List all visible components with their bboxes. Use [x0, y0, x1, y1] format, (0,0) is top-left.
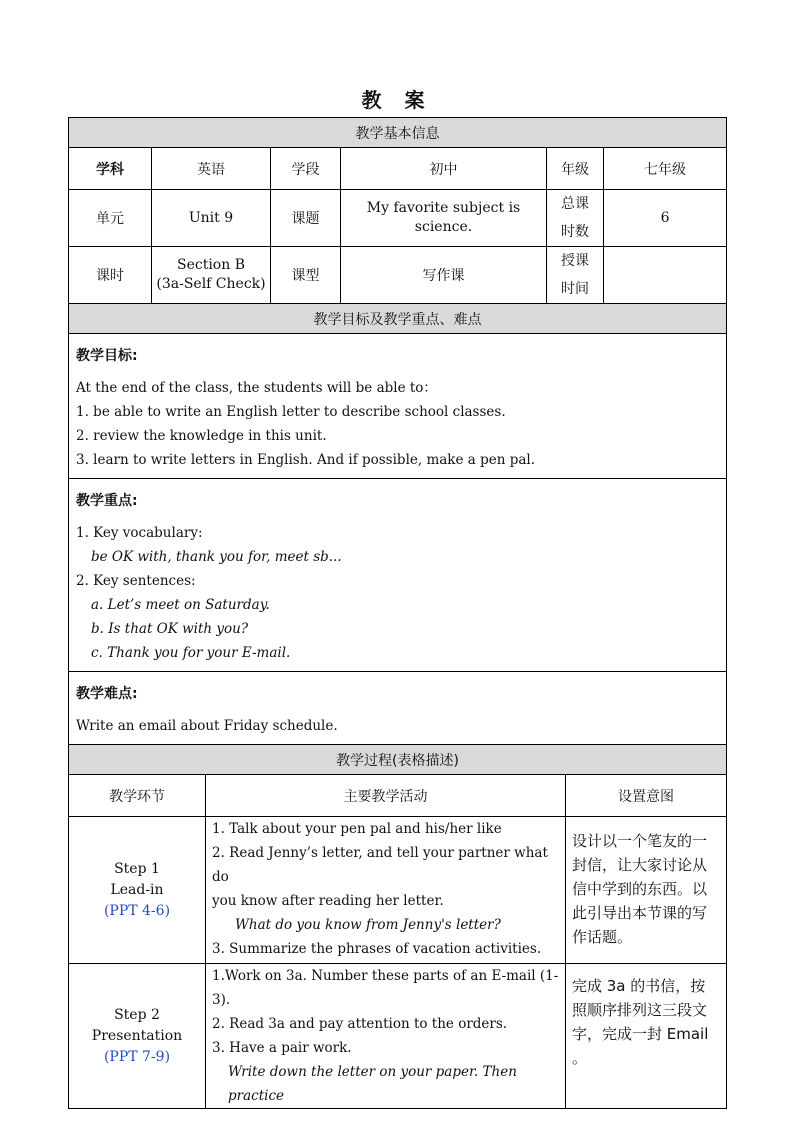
period-value-line1: Section B: [176, 257, 245, 273]
activity-cell: [206, 817, 566, 964]
activity-line: 2. Read Jenny’s letter, and tell your partner what do: [212, 845, 548, 885]
key-sentence: a. Let’s meet on Saturday.: [91, 597, 270, 613]
difficulty-text: Write an email about Friday schedule.: [76, 718, 338, 734]
section-header-process: 教学过程(表格描述): [69, 745, 727, 775]
period-label: 课时: [69, 247, 152, 304]
column-header-step: 教学环节: [69, 775, 206, 817]
page-title: 教 案: [361, 88, 433, 112]
grade-value: 七年级: [604, 148, 727, 190]
total-hours-label: [547, 190, 604, 247]
teaching-time-label: [547, 247, 604, 304]
teaching-time-label-line2: 时间: [561, 281, 589, 297]
process-row: [69, 964, 727, 1109]
period-value-line2: (3a-Self Check): [156, 276, 266, 292]
goals-line: 3. learn to write letters in English. And if possible, make a pen pal.: [76, 452, 536, 468]
activity-line: 1.Work on 3a. Number these parts of an E-mail (1-3).: [212, 968, 559, 1008]
goals-line: 1. be able to write an English letter to describe school classes.: [76, 404, 506, 420]
stage-value: 初中: [341, 148, 547, 190]
intent-cell: 完成 3a 的书信，按照顺序排列这三段文字，完成一封 Email 。: [566, 964, 727, 1109]
goals-line: At the end of the class, the students will be able to：: [76, 380, 437, 396]
activity-line: 3. Summarize the phrases of vacation activities.: [212, 941, 542, 957]
key-sentences-label: 2. Key sentences:: [76, 573, 196, 589]
activity-line-italic: Write down the letter on your paper. Then practice: [228, 1064, 517, 1104]
column-header-activity: 主要教学活动: [206, 775, 566, 817]
key-sentence: c. Thank you for your E-mail.: [91, 645, 291, 661]
unit-label: 单元: [69, 190, 152, 247]
step-cell: [69, 817, 206, 964]
key-vocabulary-text: be OK with, thank you for, meet sb...: [91, 549, 342, 565]
difficulty-block: [69, 672, 727, 745]
key-points-heading: 教学重点:: [76, 493, 138, 509]
activity-line: 2. Read 3a and pay attention to the orders.: [212, 1016, 508, 1032]
topic-label: 课题: [271, 190, 341, 247]
topic-value: My favorite subject is science.: [341, 190, 547, 247]
key-points-block: [69, 479, 727, 672]
teaching-goals-heading: 教学目标:: [76, 348, 138, 364]
section-header-basic-info: 教学基本信息: [69, 118, 727, 148]
subject-value: 英语: [152, 148, 271, 190]
total-hours-label-line1: 总课: [561, 196, 589, 212]
teaching-goals-block: [69, 334, 727, 479]
step-number: Step 1: [114, 860, 160, 877]
difficulty-heading: 教学难点:: [76, 686, 138, 702]
activity-cell: [206, 964, 566, 1109]
teaching-time-label-line1: 授课: [561, 253, 589, 269]
activity-line: you know after reading her letter.: [212, 893, 444, 909]
total-hours-label-line2: 时数: [561, 224, 589, 240]
step-ppt: (PPT 7-9): [103, 1048, 171, 1065]
teaching-time-value: [604, 247, 727, 304]
unit-value: Unit 9: [152, 190, 271, 247]
column-header-intent: 设置意图: [566, 775, 727, 817]
section-header-goals: 教学目标及教学重点、难点: [69, 304, 727, 334]
key-sentence: b. Is that OK with you?: [91, 621, 249, 637]
step-name: Lead-in: [110, 881, 164, 898]
period-value: [152, 247, 271, 304]
lesson-plan-table: [68, 117, 726, 1109]
activity-line: 1. Talk about your pen pal and his/her like: [212, 821, 502, 837]
stage-label: 学段: [271, 148, 341, 190]
goals-line: 2. review the knowledge in this unit.: [76, 428, 327, 444]
subject-label: 学科: [69, 148, 152, 190]
key-vocabulary-label: 1. Key vocabulary:: [76, 525, 203, 541]
step-name: Presentation: [91, 1027, 183, 1044]
grade-label: 年级: [547, 148, 604, 190]
process-row: [69, 817, 727, 964]
step-ppt: (PPT 4-6): [103, 902, 171, 919]
step-number: Step 2: [114, 1006, 160, 1023]
lesson-type-label: 课型: [271, 247, 341, 304]
total-hours-value: 6: [604, 190, 727, 247]
activity-line-italic: What do you know from Jenny's letter?: [235, 917, 501, 933]
activity-line: 3. Have a pair work.: [212, 1040, 352, 1056]
intent-cell: 设计以一个笔友的一封信，让大家讨论从信中学到的东西。以此引导出本节课的写作话题。: [566, 817, 727, 964]
lesson-type-value: 写作课: [341, 247, 547, 304]
step-cell: [69, 964, 206, 1109]
